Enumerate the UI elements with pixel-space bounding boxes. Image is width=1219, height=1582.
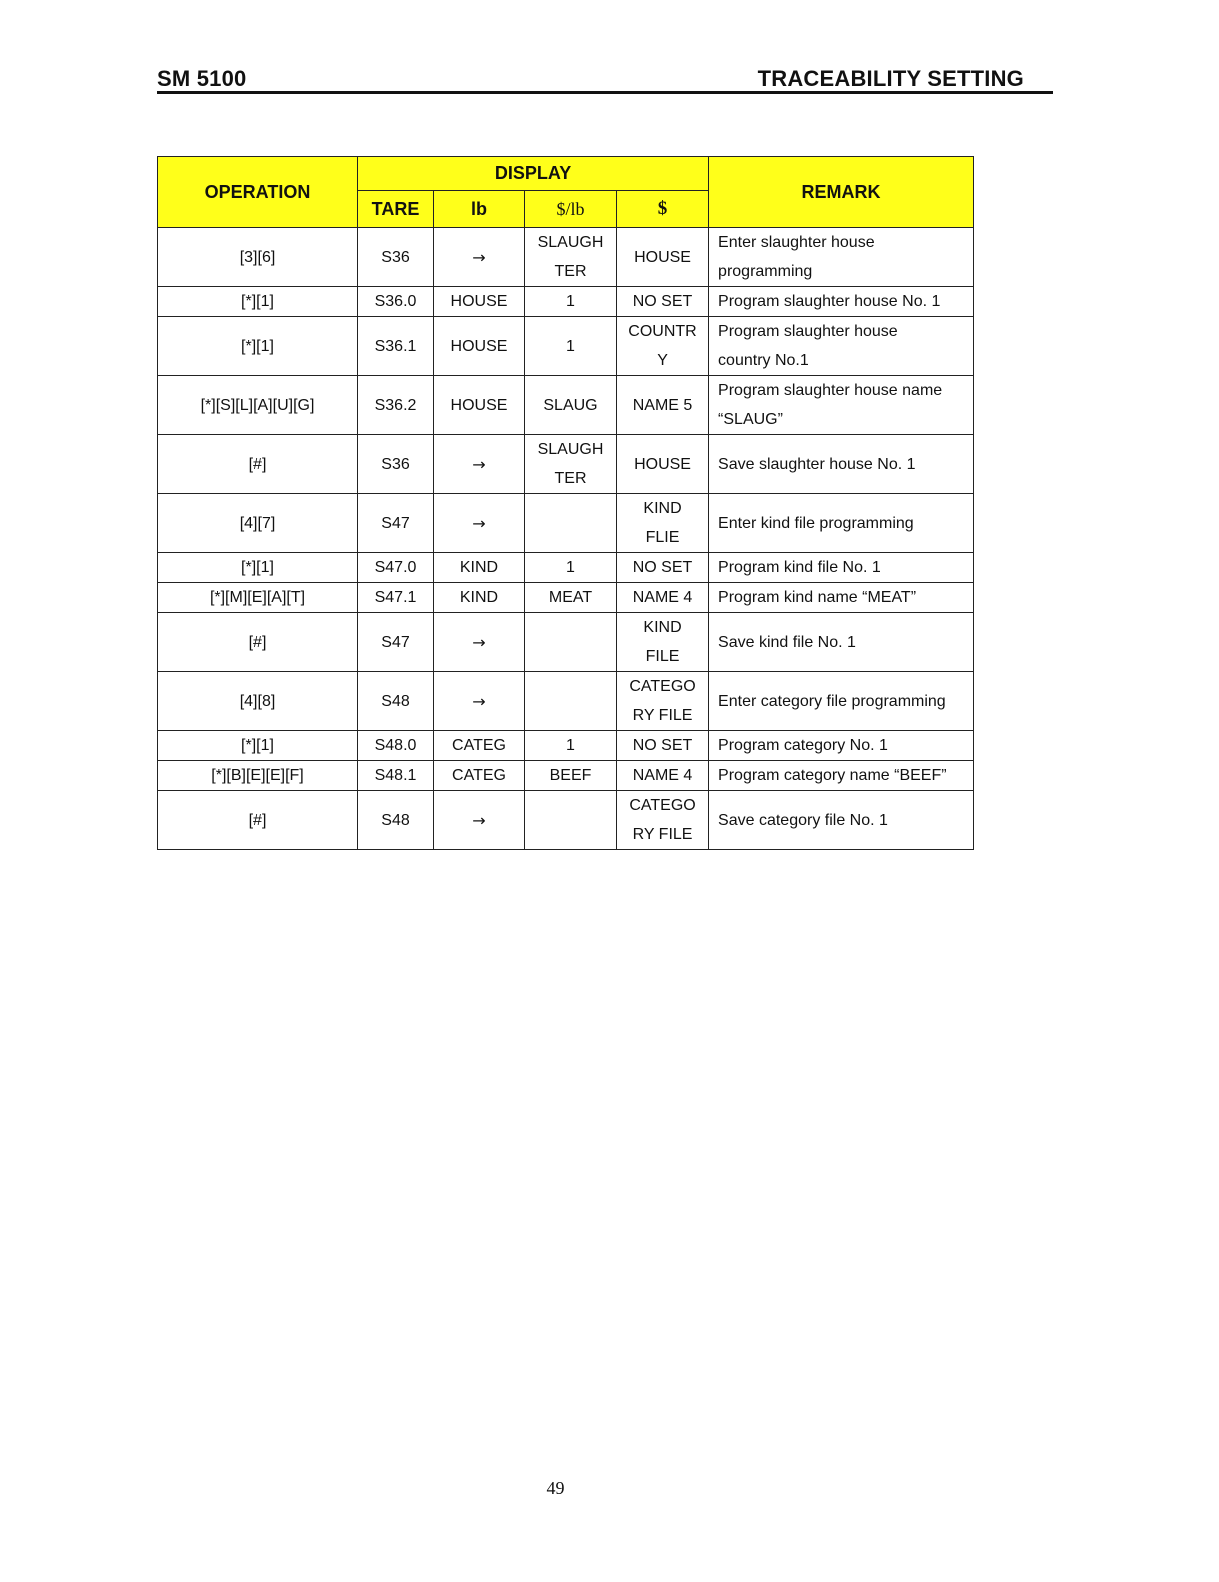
table-row	[158, 287, 974, 317]
cell-price: KIND FLIE	[617, 494, 709, 553]
cell-price-per-lb	[525, 494, 617, 553]
cell-tare: S36.0	[358, 287, 434, 317]
cell-lb: HOUSE	[434, 317, 525, 376]
cell-tare: S47	[358, 494, 434, 553]
cell-remark: Save category file No. 1	[709, 791, 974, 850]
cell-price: COUNTR Y	[617, 317, 709, 376]
cell-tare: S48.1	[358, 761, 434, 791]
cell-lb: →	[434, 435, 525, 494]
cell-tare: S48	[358, 791, 434, 850]
cell-operation: [*][S][L][A][U][G]	[158, 376, 358, 435]
cell-remark: Program slaughter house country No.1	[709, 317, 974, 376]
cell-remark: Program slaughter house No. 1	[709, 287, 974, 317]
header-rule	[157, 91, 1053, 94]
cell-remark: Enter slaughter house programming	[709, 228, 974, 287]
cell-price-per-lb: 1	[525, 287, 617, 317]
cell-price: CATEGO RY FILE	[617, 791, 709, 850]
cell-remark: Program kind name “MEAT”	[709, 583, 974, 613]
cell-price: NAME 4	[617, 761, 709, 791]
table-row	[158, 761, 974, 791]
header-operation: OPERATION	[158, 157, 358, 228]
page-number: 49	[546, 1478, 565, 1498]
table-row	[158, 435, 974, 494]
cell-price: NO SET	[617, 287, 709, 317]
cell-operation: [*][1]	[158, 317, 358, 376]
section-title: TRACEABILITY SETTING	[757, 66, 1024, 91]
cell-price-per-lb	[525, 791, 617, 850]
header-price-per-lb	[525, 191, 617, 228]
cell-operation: [*][1]	[158, 553, 358, 583]
cell-tare: S36	[358, 435, 434, 494]
cell-remark: Save kind file No. 1	[709, 613, 974, 672]
cell-tare: S36	[358, 228, 434, 287]
cell-operation: [*][M][E][A][T]	[158, 583, 358, 613]
cell-price-per-lb: 1	[525, 731, 617, 761]
cell-operation: [*][1]	[158, 287, 358, 317]
header-price: $	[617, 191, 709, 228]
header-lb: lb	[434, 191, 525, 228]
cell-operation: [4][7]	[158, 494, 358, 553]
table-row	[158, 228, 974, 287]
cell-remark: Program category name “BEEF”	[709, 761, 974, 791]
cell-tare: S47	[358, 613, 434, 672]
cell-tare: S48	[358, 672, 434, 731]
cell-price: NAME 5	[617, 376, 709, 435]
table-row	[158, 376, 974, 435]
cell-price-per-lb: SLAUGH TER	[525, 228, 617, 287]
cell-price: KIND FILE	[617, 613, 709, 672]
cell-remark: Program kind file No. 1	[709, 553, 974, 583]
cell-tare: S36.1	[358, 317, 434, 376]
page-header	[157, 66, 1053, 94]
cell-price: NO SET	[617, 553, 709, 583]
cell-operation: [#]	[158, 435, 358, 494]
cell-lb: KIND	[434, 583, 525, 613]
cell-price-per-lb: MEAT	[525, 583, 617, 613]
cell-price: NO SET	[617, 731, 709, 761]
cell-price-per-lb	[525, 672, 617, 731]
cell-price-per-lb: BEEF	[525, 761, 617, 791]
cell-lb: →	[434, 791, 525, 850]
cell-lb: HOUSE	[434, 376, 525, 435]
cell-tare: S47.1	[358, 583, 434, 613]
table-row	[158, 553, 974, 583]
cell-price-per-lb: SLAUG	[525, 376, 617, 435]
cell-price: HOUSE	[617, 435, 709, 494]
cell-operation: [#]	[158, 613, 358, 672]
cell-lb: →	[434, 613, 525, 672]
cell-price: CATEGO RY FILE	[617, 672, 709, 731]
header-remark: REMARK	[709, 157, 974, 228]
header-display: DISPLAY	[358, 157, 709, 191]
cell-price-per-lb: 1	[525, 317, 617, 376]
cell-lb: CATEG	[434, 761, 525, 791]
table-row	[158, 494, 974, 553]
cell-price-per-lb: SLAUGH TER	[525, 435, 617, 494]
cell-price-per-lb	[525, 613, 617, 672]
table-row	[158, 583, 974, 613]
table-row	[158, 613, 974, 672]
header-tare: TARE	[358, 191, 434, 228]
table-row	[158, 731, 974, 761]
price-per-lb-label: $/lb	[556, 199, 585, 219]
model-name: SM 5100	[157, 66, 247, 91]
table-row	[158, 317, 974, 376]
cell-operation: [4][8]	[158, 672, 358, 731]
cell-lb: KIND	[434, 553, 525, 583]
cell-lb: HOUSE	[434, 287, 525, 317]
cell-price: NAME 4	[617, 583, 709, 613]
cell-tare: S48.0	[358, 731, 434, 761]
cell-remark: Enter kind file programming	[709, 494, 974, 553]
cell-lb: CATEG	[434, 731, 525, 761]
cell-remark: Program slaughter house name “SLAUG”	[709, 376, 974, 435]
cell-remark: Save slaughter house No. 1	[709, 435, 974, 494]
cell-remark: Program category No. 1	[709, 731, 974, 761]
cell-operation: [*][1]	[158, 731, 358, 761]
cell-lb: →	[434, 228, 525, 287]
traceability-table	[157, 156, 974, 850]
table-row	[158, 672, 974, 731]
cell-lb: →	[434, 672, 525, 731]
cell-price: HOUSE	[617, 228, 709, 287]
cell-operation: [#]	[158, 791, 358, 850]
cell-lb: →	[434, 494, 525, 553]
cell-operation: [3][6]	[158, 228, 358, 287]
cell-tare: S47.0	[358, 553, 434, 583]
cell-price-per-lb: 1	[525, 553, 617, 583]
cell-remark: Enter category file programming	[709, 672, 974, 731]
table-row	[158, 791, 974, 850]
cell-operation: [*][B][E][E][F]	[158, 761, 358, 791]
cell-tare: S36.2	[358, 376, 434, 435]
